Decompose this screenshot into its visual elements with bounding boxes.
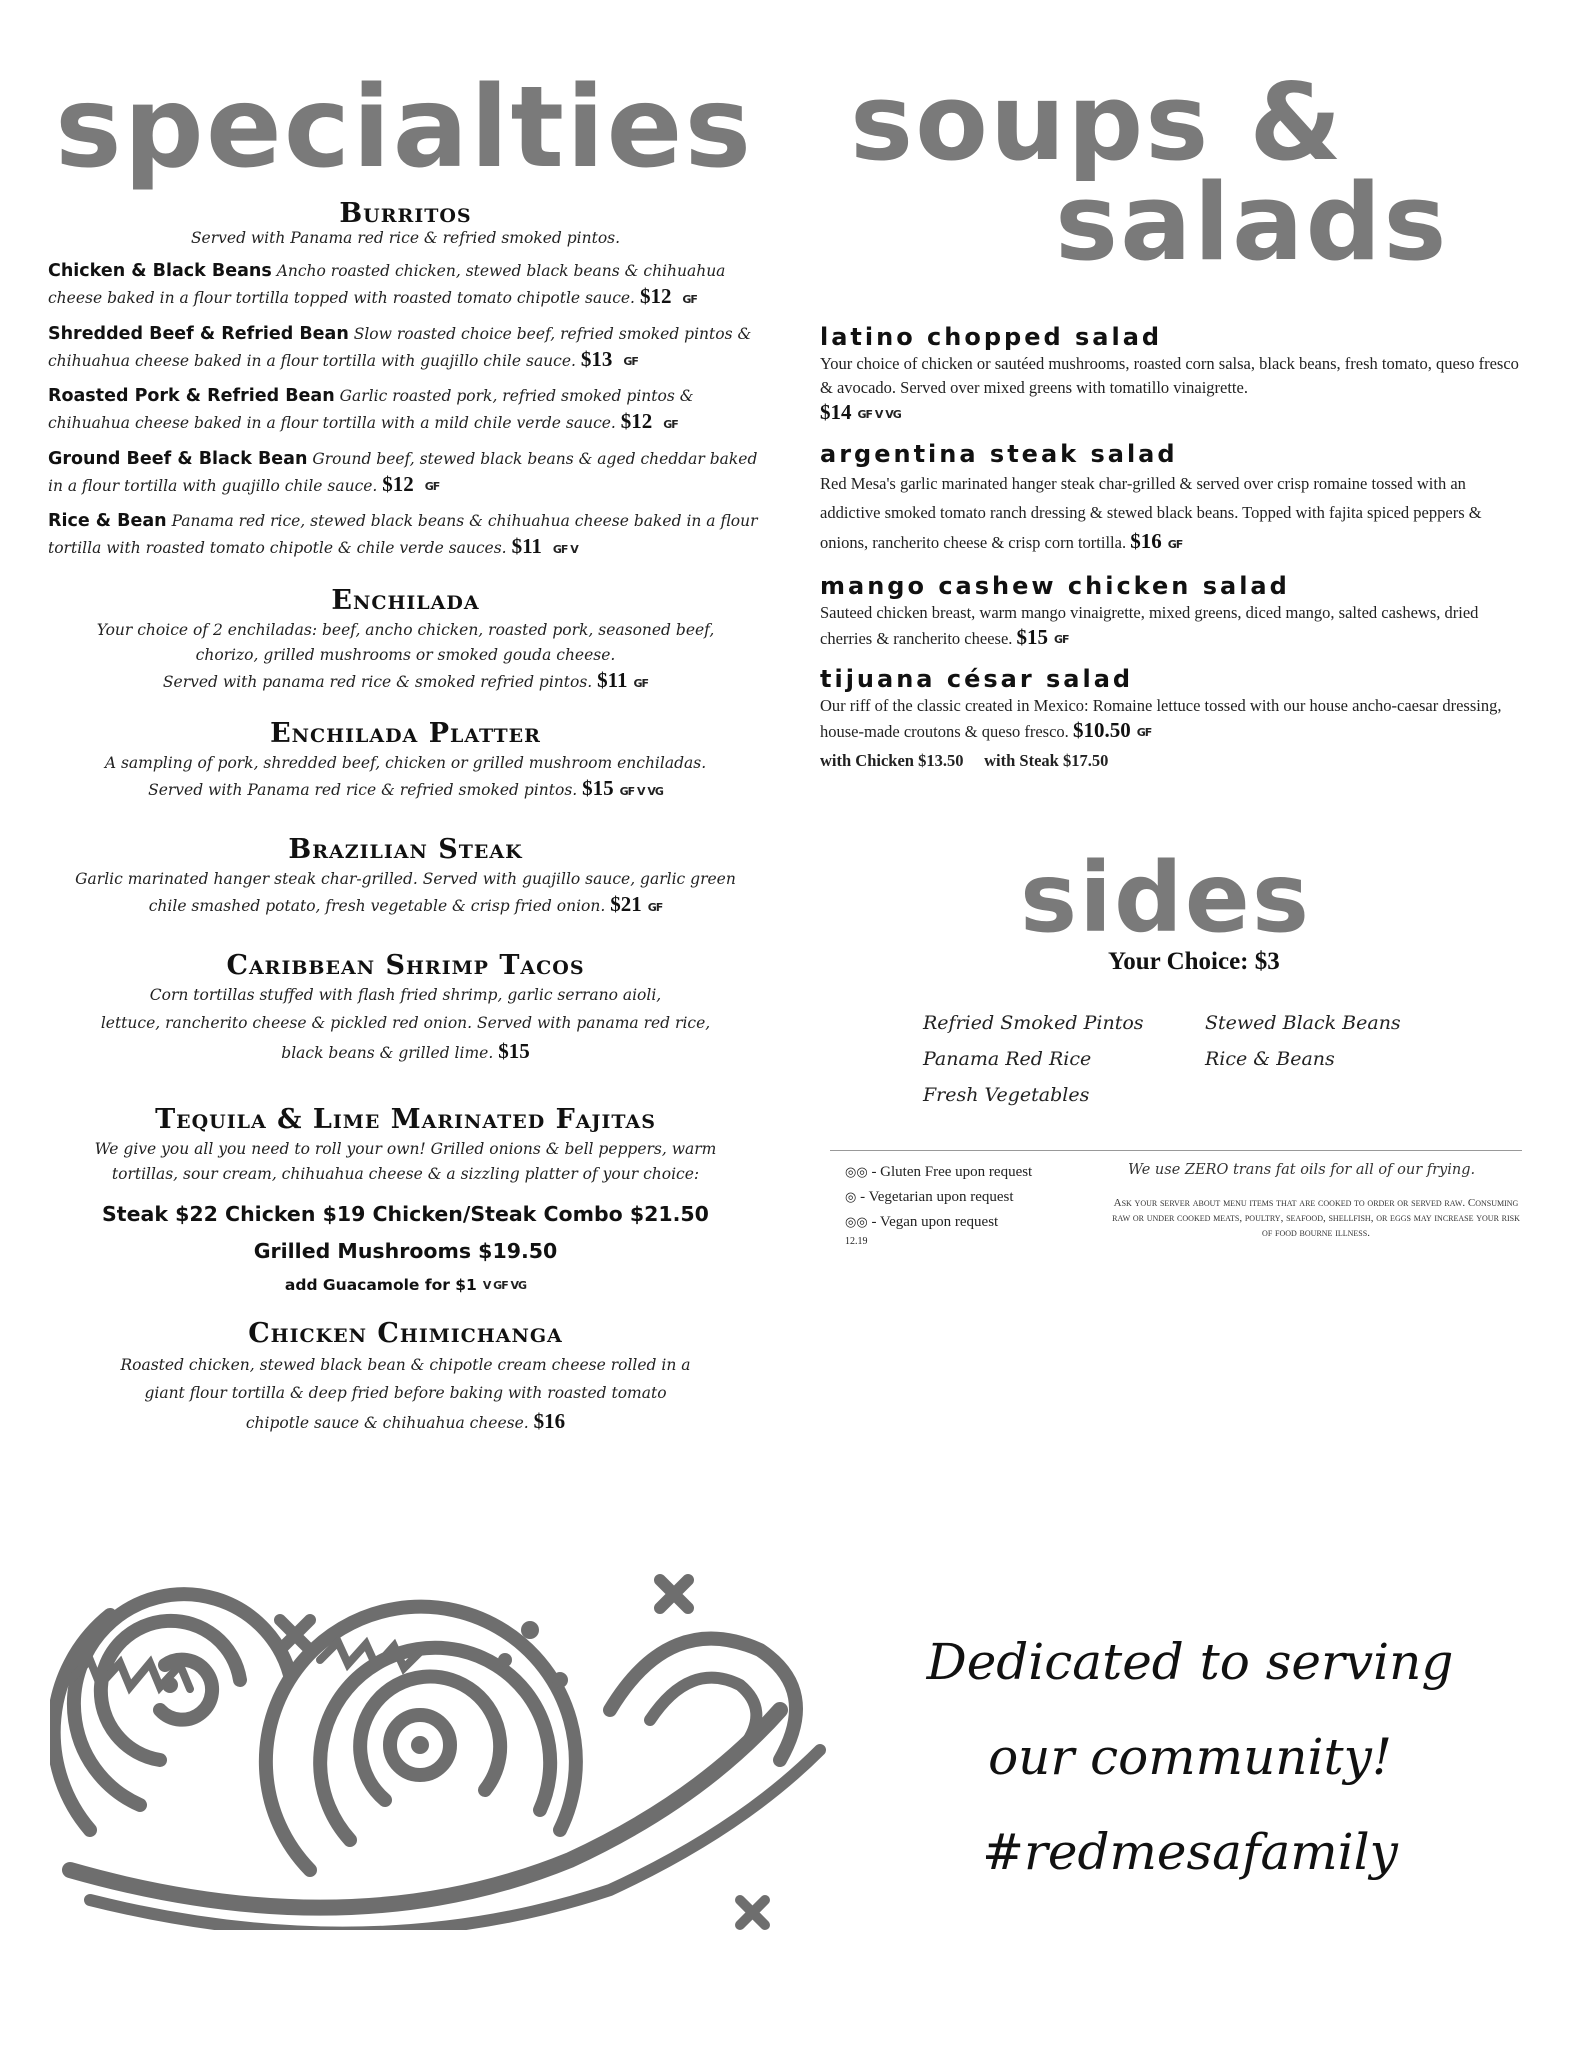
brazilian-steak-section	[48, 834, 763, 920]
salad-desc: Red Mesa's garlic marinated hanger steak char-grilled & served over crisp romaine tossed with an addictive smoked tomato ranch dressing & stewed black beans. Topped with fajita spiced peppers & onions, rancherito cheese & crisp corn tortilla.	[820, 474, 1482, 553]
gluten-free-icon: GF	[1167, 537, 1183, 551]
sides-choice: Your Choice: $3	[1108, 948, 1280, 975]
salad-desc: Sauteed chicken breast, warm mango vinaigrette, mixed greens, diced mango, salted cashews, dried cherries & rancherito cheese.	[820, 602, 1479, 648]
salad-price: $16	[1130, 529, 1162, 554]
diet-icons: GF V VG	[619, 784, 663, 798]
legend-vg	[845, 1210, 1032, 1235]
sides-title: sides	[1020, 842, 1312, 954]
chimichanga-desc-2: giant flour tortilla & deep fried before baking with roasted tomato	[144, 1384, 667, 1402]
menu-date: 12.19	[845, 1236, 868, 1247]
platter-desc-2	[48, 776, 763, 804]
divider	[830, 1150, 1522, 1151]
item-desc: Panama red rice, stewed black beans & chihuahua cheese baked in a flour tortilla with roasted tomato chipotle & chile verde sauces.	[48, 512, 758, 557]
side-item: Panama Red Rice	[923, 1048, 1092, 1070]
sides-col-1	[923, 1005, 1144, 1113]
burrito-item	[48, 447, 763, 500]
burritos-heading: Burritos	[339, 198, 472, 229]
dedication-line-2: our community!	[988, 1728, 1392, 1786]
gluten-free-icon: GF	[1054, 633, 1069, 647]
cesar-with-chicken: with Chicken $13.50	[820, 751, 964, 771]
desc-text: black beans & grilled lime.	[281, 1044, 494, 1062]
decorative-illustration	[50, 1570, 855, 1930]
gluten-free-icon: GF	[647, 900, 663, 914]
sides-col-2	[1205, 1005, 1401, 1077]
salad-price: $10.50	[1072, 718, 1131, 743]
dedication-line-1: Dedicated to serving	[926, 1633, 1454, 1691]
item-price: $11	[511, 534, 542, 558]
item-desc: Slow roasted choice beef, refried smoked pintos & chihuahua cheese baked in a flour tortilla with guajillo chile sauce.	[48, 324, 752, 370]
enchilada-desc-1: Your choice of 2 enchiladas: beef, ancho chicken, roasted pork, seasoned beef,	[96, 621, 715, 639]
salad-item	[820, 322, 1520, 427]
salads-title: salads	[1055, 161, 1449, 284]
salad-name: argentina steak salad	[820, 440, 1178, 469]
caribbean-price: $15	[498, 1039, 530, 1063]
item-name: Ground Beef & Black Bean	[48, 448, 308, 469]
desc-text: Served with panama red rice & smoked refried pintos.	[162, 673, 593, 691]
salad-price: $15	[1016, 624, 1049, 649]
gluten-free-icon: GF	[424, 480, 440, 493]
item-price: $12	[620, 409, 653, 433]
enchilada-desc-3	[48, 668, 763, 696]
burritos-section	[48, 198, 763, 572]
caribbean-desc-1: Corn tortillas stuffed with flash fried shrimp, garlic serrano aioli,	[149, 986, 662, 1004]
item-price: $12	[639, 284, 672, 308]
legend-v	[845, 1185, 1032, 1210]
item-desc: Ancho roasted chicken, stewed black beans & chihuahua cheese baked in a flour tortilla topped with roasted tomato chipotle sauce.	[48, 262, 726, 307]
side-item: Stewed Black Beans	[1205, 1012, 1401, 1034]
raw-food-notice: Ask your server about menu items that are cooked to order or served raw. Consuming raw or under cooked meats, poultry, seafood, shellfish, or eggs may increase your risk of food bourne illness.	[1112, 1197, 1520, 1239]
soups-title: soups &	[850, 61, 1344, 184]
side-item: Refried Smoked Pintos	[923, 1012, 1144, 1034]
gluten-free-icon: ◎◎	[845, 1165, 868, 1180]
legend-gf	[845, 1160, 1032, 1185]
platter-price: $15	[582, 776, 614, 800]
burrito-item	[48, 259, 763, 312]
gluten-free-icon: GF	[1136, 726, 1152, 740]
platter-desc-1: A sampling of pork, shredded beef, chicken or grilled mushroom enchiladas.	[104, 754, 707, 772]
caribbean-tacos-section	[48, 950, 763, 1066]
side-item: Fresh Vegetables	[923, 1084, 1090, 1106]
item-price: $12	[382, 471, 414, 496]
cesar-with-steak: with Steak $17.50	[984, 751, 1109, 771]
salad-price: $14	[820, 400, 852, 424]
gluten-free-icon: GF	[663, 417, 678, 431]
desc-text: Served with Panama red rice & refried smoked pintos.	[148, 781, 578, 799]
chimichanga-heading: Chicken Chimichanga	[248, 1318, 563, 1349]
chimichanga-price: $16	[533, 1409, 566, 1433]
caribbean-desc-3	[48, 1039, 763, 1066]
fajitas-desc-2: tortillas, sour cream, chihuahua cheese & a sizzling platter of your choice:	[111, 1165, 700, 1183]
specialties-title: specialties	[55, 63, 754, 193]
salad-item	[820, 664, 1520, 773]
salad-desc-line	[820, 469, 1520, 559]
salad-desc-line	[820, 694, 1520, 745]
chimichanga-section	[48, 1318, 763, 1436]
gluten-free-icon: GF	[633, 676, 649, 690]
enchilada-platter-heading: Enchilada Platter	[270, 718, 541, 749]
burrito-item	[48, 509, 763, 562]
item-price: $13	[580, 346, 613, 371]
guacamole-text: add Guacamole for $1	[284, 1276, 477, 1294]
dedication-line-3: #redmesafamily	[982, 1823, 1398, 1881]
caribbean-desc-2: lettuce, rancherito cheese & pickled red onion. Served with panama red rice,	[100, 1014, 711, 1032]
diet-legend	[845, 1160, 1032, 1249]
enchilada-section	[48, 585, 763, 696]
vegetarian-icon: ◎	[845, 1190, 857, 1205]
trans-fat-note: We use ZERO trans fat oils for all of our frying.	[1128, 1162, 1476, 1178]
item-name: Roasted Pork & Refried Bean	[48, 386, 335, 406]
vegan-icon: ◎◎	[845, 1215, 868, 1230]
gluten-free-icon: GF	[682, 292, 697, 306]
side-item: Rice & Beans	[1205, 1048, 1335, 1070]
fajitas-prices-line: Steak $22 Chicken $19 Chicken/Steak Combo $21.50	[102, 1202, 709, 1226]
salad-item	[820, 439, 1520, 559]
item-desc: Ground beef, stewed black beans & aged cheddar baked in a flour tortilla with guajillo chile sauce.	[48, 449, 758, 495]
salad-desc: Your choice of chicken or sautéed mushrooms, roasted corn salsa, black beans, fresh tomato, queso fresco & avocado. Served over mixed greens with tomatillo vinaigrette.	[820, 354, 1519, 397]
gluten-free-icon: GF	[623, 355, 638, 368]
chimichanga-desc-3	[48, 1409, 763, 1436]
brazilian-desc-2	[48, 892, 763, 920]
brazilian-price: $21	[610, 892, 642, 916]
item-name: Rice & Bean	[48, 511, 167, 531]
dedication-text	[860, 1615, 1520, 1900]
salad-price-line	[820, 400, 1520, 427]
desc-text: chipotle sauce & chihuahua cheese.	[245, 1414, 529, 1432]
brazilian-steak-heading: Brazilian Steak	[288, 834, 523, 865]
burritos-desc: Served with Panama red rice & refried smoked pintos.	[190, 229, 621, 247]
salad-desc-line	[820, 601, 1520, 652]
chimichanga-desc-1: Roasted chicken, stewed black bean & chipotle cream cheese rolled in a	[120, 1356, 691, 1374]
salad-name: mango cashew chicken salad	[820, 571, 1290, 600]
salad-desc: Our riff of the classic created in Mexico: Romaine lettuce tossed with our house ancho-caesar dressing, house-made croutons & queso fresco.	[820, 696, 1502, 742]
salad-name: latino chopped salad	[820, 323, 1163, 351]
fajitas-mushroom-line: Grilled Mushrooms $19.50	[253, 1239, 558, 1263]
fajitas-section	[48, 1104, 763, 1300]
cesar-extras	[820, 749, 1520, 773]
enchilada-desc-2: chorizo, grilled mushrooms or smoked gouda cheese.	[195, 646, 616, 664]
legend-v-text: - Vegetarian upon request	[860, 1189, 1014, 1205]
diet-icons: GF V VG	[857, 408, 901, 422]
diet-icons: V GF VG	[482, 1278, 527, 1292]
burrito-item	[48, 322, 763, 375]
caribbean-tacos-heading: Caribbean Shrimp Tacos	[226, 950, 585, 981]
fajitas-desc-1: We give you all you need to roll your own! Grilled onions & bell peppers, warm	[94, 1140, 717, 1158]
enchilada-heading: Enchilada	[331, 585, 480, 616]
item-name: Chicken & Black Beans	[48, 261, 272, 281]
brazilian-desc-1: Garlic marinated hanger steak char-grilled. Served with guajillo sauce, garlic green	[75, 870, 736, 888]
fajitas-guacamole-line	[48, 1271, 763, 1300]
enchilada-platter-section	[48, 718, 763, 804]
legend-vg-text: - Vegan upon request	[871, 1214, 999, 1230]
enchilada-price: $11	[597, 668, 628, 692]
item-name: Shredded Beef & Refried Bean	[48, 323, 349, 344]
salads-list	[820, 322, 1520, 773]
legend-gf-text: - Gluten Free upon request	[871, 1164, 1033, 1180]
diet-icons: GF V	[552, 542, 578, 556]
item-desc: Garlic roasted pork, refried smoked pintos & chihuahua cheese baked in a flour tortilla with a mild chile verde sauce.	[48, 387, 694, 432]
fajitas-heading: Tequila & Lime Marinated Fajitas	[155, 1104, 656, 1135]
desc-text: chile smashed potato, fresh vegetable & crisp fried onion.	[148, 897, 606, 915]
salad-name: tijuana césar salad	[820, 665, 1134, 694]
salad-item	[820, 571, 1520, 652]
burrito-item	[48, 384, 763, 437]
